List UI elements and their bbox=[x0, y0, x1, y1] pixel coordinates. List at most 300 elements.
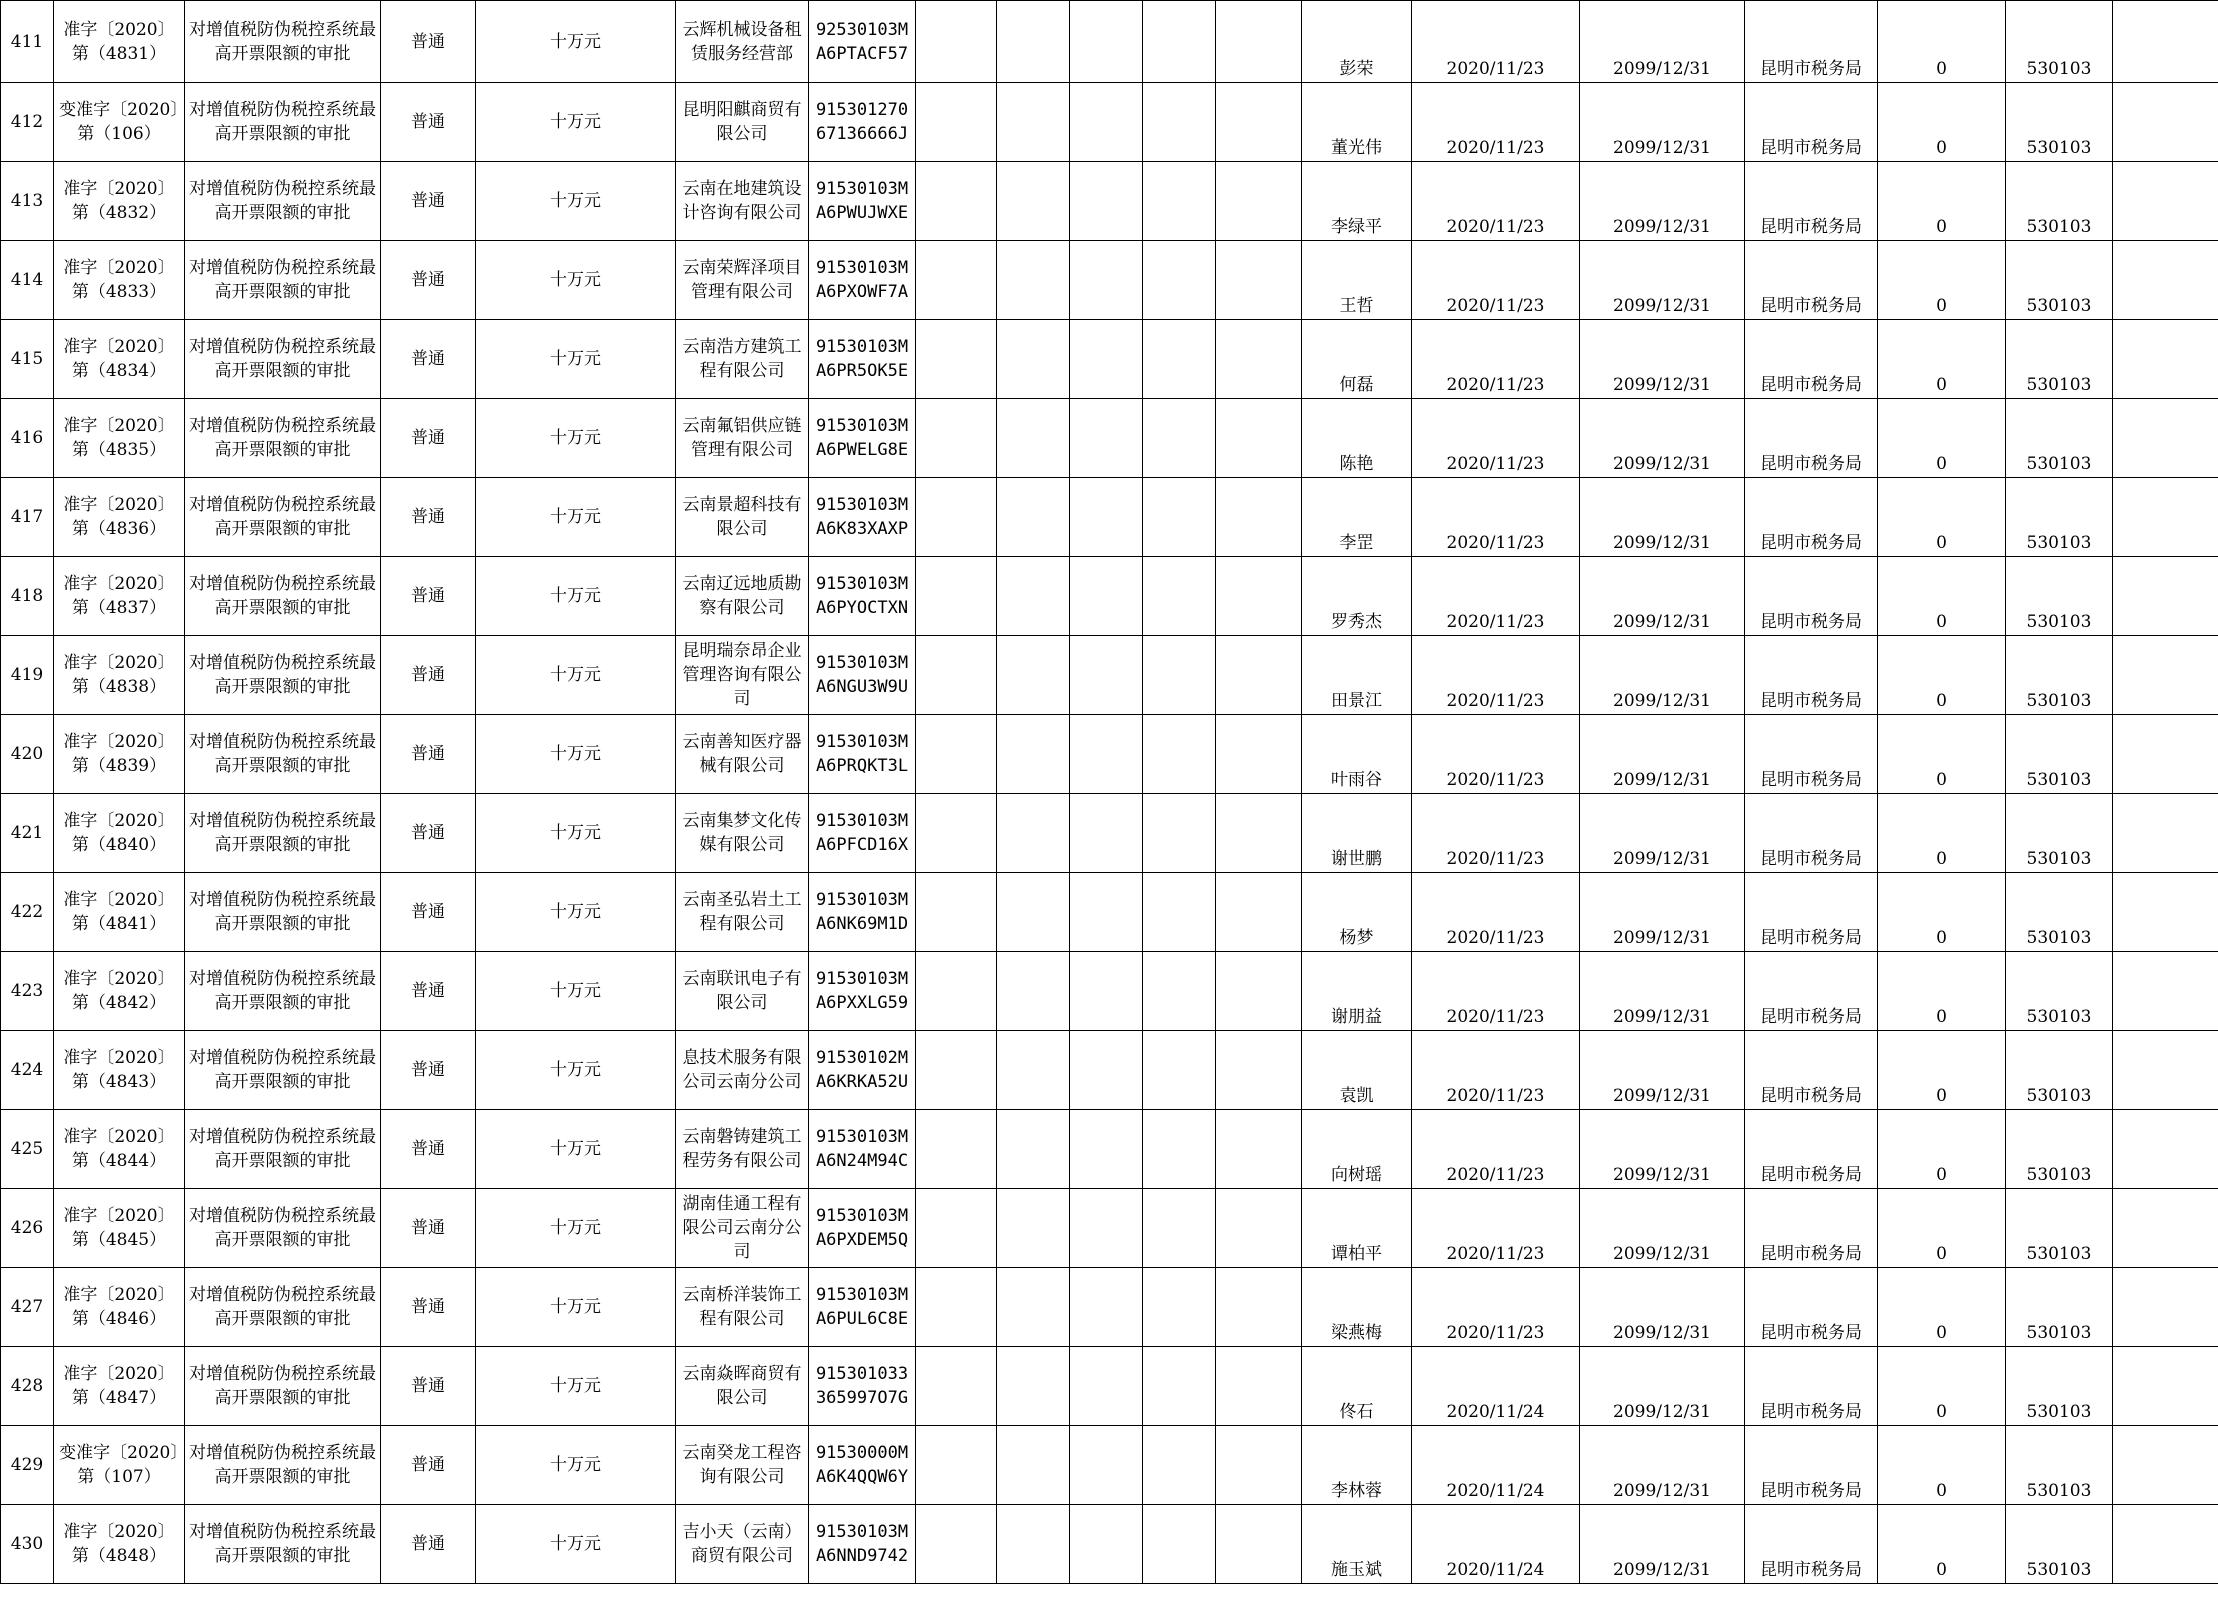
valid-from-cell: 2020/11/23 bbox=[1412, 557, 1580, 636]
valid-from-cell: 2020/11/23 bbox=[1412, 1, 1580, 83]
empty-cell bbox=[916, 1426, 997, 1505]
invoice-limit-cell: 十万元 bbox=[476, 1505, 676, 1584]
empty-cell bbox=[1070, 478, 1143, 557]
empty-cell bbox=[2113, 952, 2218, 1031]
status-flag-cell: 0 bbox=[1878, 715, 2006, 794]
invoice-type-cell: 普通 bbox=[381, 1031, 476, 1110]
approval-item-cell: 对增值税防伪税控系统最高开票限额的审批 bbox=[185, 1, 381, 83]
document-number-cell: 准字〔2020〕第（4845） bbox=[54, 1189, 185, 1268]
valid-to-cell: 2099/12/31 bbox=[1580, 83, 1745, 162]
valid-to-cell: 2099/12/31 bbox=[1580, 478, 1745, 557]
table-row bbox=[1, 478, 2218, 557]
issuing-office-cell: 昆明市税务局 bbox=[1745, 636, 1878, 715]
invoice-type-cell: 普通 bbox=[381, 241, 476, 320]
valid-from-cell: 2020/11/23 bbox=[1412, 478, 1580, 557]
credit-code-cell: 91530103MA6NK69M1D bbox=[809, 873, 916, 952]
table-row bbox=[1, 1347, 2218, 1426]
empty-cell bbox=[997, 320, 1070, 399]
empty-cell bbox=[997, 1, 1070, 83]
company-name-cell: 云南辽远地质勘察有限公司 bbox=[676, 557, 809, 636]
empty-cell bbox=[997, 952, 1070, 1031]
invoice-limit-cell: 十万元 bbox=[476, 794, 676, 873]
region-code-cell: 530103 bbox=[2006, 83, 2113, 162]
company-name-cell: 云南癸龙工程咨询有限公司 bbox=[676, 1426, 809, 1505]
empty-cell bbox=[2113, 794, 2218, 873]
empty-cell bbox=[1143, 320, 1216, 399]
invoice-limit-cell: 十万元 bbox=[476, 636, 676, 715]
empty-cell bbox=[1216, 794, 1302, 873]
empty-cell bbox=[1143, 1505, 1216, 1584]
empty-cell bbox=[997, 162, 1070, 241]
approval-item-cell: 对增值税防伪税控系统最高开票限额的审批 bbox=[185, 241, 381, 320]
empty-cell bbox=[1143, 873, 1216, 952]
empty-cell bbox=[1070, 636, 1143, 715]
approval-item-cell: 对增值税防伪税控系统最高开票限额的审批 bbox=[185, 1110, 381, 1189]
empty-cell bbox=[2113, 399, 2218, 478]
credit-code-cell: 91530103MA6NGU3W9U bbox=[809, 636, 916, 715]
invoice-limit-cell: 十万元 bbox=[476, 715, 676, 794]
issuing-office-cell: 昆明市税务局 bbox=[1745, 557, 1878, 636]
region-code-cell: 530103 bbox=[2006, 399, 2113, 478]
status-flag-cell: 0 bbox=[1878, 241, 2006, 320]
credit-code-cell: 91530103MA6K83XAXP bbox=[809, 478, 916, 557]
empty-cell bbox=[1070, 1505, 1143, 1584]
empty-cell bbox=[1216, 162, 1302, 241]
empty-cell bbox=[1143, 1189, 1216, 1268]
status-flag-cell: 0 bbox=[1878, 478, 2006, 557]
empty-cell bbox=[1070, 162, 1143, 241]
approval-item-cell: 对增值税防伪税控系统最高开票限额的审批 bbox=[185, 320, 381, 399]
empty-cell bbox=[916, 478, 997, 557]
region-code-cell: 530103 bbox=[2006, 873, 2113, 952]
valid-from-cell: 2020/11/23 bbox=[1412, 320, 1580, 399]
row-number-cell: 424 bbox=[1, 1031, 54, 1110]
empty-cell bbox=[1143, 399, 1216, 478]
status-flag-cell: 0 bbox=[1878, 83, 2006, 162]
empty-cell bbox=[916, 794, 997, 873]
invoice-limit-cell: 十万元 bbox=[476, 1031, 676, 1110]
table-row bbox=[1, 715, 2218, 794]
company-name-cell: 昆明阳麒商贸有限公司 bbox=[676, 83, 809, 162]
company-name-cell: 云南圣弘岩土工程有限公司 bbox=[676, 873, 809, 952]
table-row bbox=[1, 162, 2218, 241]
invoice-limit-cell: 十万元 bbox=[476, 873, 676, 952]
credit-code-cell: 91530103MA6PYOCTXN bbox=[809, 557, 916, 636]
empty-cell bbox=[2113, 1426, 2218, 1505]
empty-cell bbox=[1216, 873, 1302, 952]
empty-cell bbox=[916, 399, 997, 478]
region-code-cell: 530103 bbox=[2006, 320, 2113, 399]
table-row bbox=[1, 952, 2218, 1031]
issuing-office-cell: 昆明市税务局 bbox=[1745, 1426, 1878, 1505]
credit-code-cell: 91530103MA6PWELG8E bbox=[809, 399, 916, 478]
legal-representative-cell: 王哲 bbox=[1302, 241, 1412, 320]
row-number-cell: 414 bbox=[1, 241, 54, 320]
permit-table-body bbox=[1, 1, 2218, 1584]
empty-cell bbox=[2113, 478, 2218, 557]
empty-cell bbox=[916, 1505, 997, 1584]
row-number-cell: 417 bbox=[1, 478, 54, 557]
table-row bbox=[1, 241, 2218, 320]
legal-representative-cell: 叶雨谷 bbox=[1302, 715, 1412, 794]
row-number-cell: 426 bbox=[1, 1189, 54, 1268]
invoice-type-cell: 普通 bbox=[381, 1505, 476, 1584]
empty-cell bbox=[1070, 241, 1143, 320]
table-row bbox=[1, 636, 2218, 715]
empty-cell bbox=[2113, 873, 2218, 952]
empty-cell bbox=[1143, 241, 1216, 320]
invoice-limit-cell: 十万元 bbox=[476, 1, 676, 83]
credit-code-cell: 91530103MA6PR5OK5E bbox=[809, 320, 916, 399]
empty-cell bbox=[997, 1189, 1070, 1268]
legal-representative-cell: 董光伟 bbox=[1302, 83, 1412, 162]
document-number-cell: 准字〔2020〕第（4847） bbox=[54, 1347, 185, 1426]
invoice-type-cell: 普通 bbox=[381, 478, 476, 557]
empty-cell bbox=[1216, 1347, 1302, 1426]
empty-cell bbox=[2113, 1110, 2218, 1189]
empty-cell bbox=[2113, 1031, 2218, 1110]
empty-cell bbox=[916, 320, 997, 399]
company-name-cell: 息技术服务有限公司云南分公司 bbox=[676, 1031, 809, 1110]
issuing-office-cell: 昆明市税务局 bbox=[1745, 1189, 1878, 1268]
region-code-cell: 530103 bbox=[2006, 241, 2113, 320]
empty-cell bbox=[2113, 241, 2218, 320]
table-row bbox=[1, 1110, 2218, 1189]
invoice-limit-cell: 十万元 bbox=[476, 1189, 676, 1268]
row-number-cell: 416 bbox=[1, 399, 54, 478]
empty-cell bbox=[997, 1505, 1070, 1584]
issuing-office-cell: 昆明市税务局 bbox=[1745, 873, 1878, 952]
empty-cell bbox=[1143, 794, 1216, 873]
empty-cell bbox=[1070, 1426, 1143, 1505]
credit-code-cell: 915301033365997O7G bbox=[809, 1347, 916, 1426]
empty-cell bbox=[1216, 1426, 1302, 1505]
empty-cell bbox=[997, 715, 1070, 794]
status-flag-cell: 0 bbox=[1878, 1031, 2006, 1110]
empty-cell bbox=[997, 83, 1070, 162]
invoice-type-cell: 普通 bbox=[381, 794, 476, 873]
region-code-cell: 530103 bbox=[2006, 1, 2113, 83]
approval-item-cell: 对增值税防伪税控系统最高开票限额的审批 bbox=[185, 873, 381, 952]
valid-from-cell: 2020/11/23 bbox=[1412, 162, 1580, 241]
empty-cell bbox=[1216, 1268, 1302, 1347]
valid-to-cell: 2099/12/31 bbox=[1580, 873, 1745, 952]
empty-cell bbox=[1070, 1347, 1143, 1426]
status-flag-cell: 0 bbox=[1878, 399, 2006, 478]
credit-code-cell: 91530103MA6N24M94C bbox=[809, 1110, 916, 1189]
invoice-limit-cell: 十万元 bbox=[476, 1110, 676, 1189]
table-row bbox=[1, 1189, 2218, 1268]
approval-item-cell: 对增值税防伪税控系统最高开票限额的审批 bbox=[185, 1268, 381, 1347]
row-number-cell: 429 bbox=[1, 1426, 54, 1505]
company-name-cell: 昆明瑞奈昂企业管理咨询有限公司 bbox=[676, 636, 809, 715]
document-number-cell: 变准字〔2020〕第（107） bbox=[54, 1426, 185, 1505]
valid-from-cell: 2020/11/23 bbox=[1412, 1268, 1580, 1347]
document-number-cell: 准字〔2020〕第（4836） bbox=[54, 478, 185, 557]
issuing-office-cell: 昆明市税务局 bbox=[1745, 1347, 1878, 1426]
document-number-cell: 准字〔2020〕第（4835） bbox=[54, 399, 185, 478]
empty-cell bbox=[916, 873, 997, 952]
region-code-cell: 530103 bbox=[2006, 1347, 2113, 1426]
table-row bbox=[1, 320, 2218, 399]
credit-code-cell: 91530103MA6PFCD16X bbox=[809, 794, 916, 873]
status-flag-cell: 0 bbox=[1878, 952, 2006, 1031]
approval-item-cell: 对增值税防伪税控系统最高开票限额的审批 bbox=[185, 162, 381, 241]
status-flag-cell: 0 bbox=[1878, 794, 2006, 873]
invoice-type-cell: 普通 bbox=[381, 557, 476, 636]
empty-cell bbox=[916, 952, 997, 1031]
invoice-type-cell: 普通 bbox=[381, 1, 476, 83]
credit-code-cell: 91530102MA6KRKA52U bbox=[809, 1031, 916, 1110]
empty-cell bbox=[1070, 1, 1143, 83]
valid-to-cell: 2099/12/31 bbox=[1580, 952, 1745, 1031]
empty-cell bbox=[997, 241, 1070, 320]
company-name-cell: 云南氟铝供应链管理有限公司 bbox=[676, 399, 809, 478]
table-row bbox=[1, 557, 2218, 636]
legal-representative-cell: 梁燕梅 bbox=[1302, 1268, 1412, 1347]
status-flag-cell: 0 bbox=[1878, 1347, 2006, 1426]
credit-code-cell: 91530103MA6PXOWF7A bbox=[809, 241, 916, 320]
invoice-limit-cell: 十万元 bbox=[476, 399, 676, 478]
credit-code-cell: 91530127067136666J bbox=[809, 83, 916, 162]
empty-cell bbox=[1143, 83, 1216, 162]
document-number-cell: 变准字〔2020〕第（106） bbox=[54, 83, 185, 162]
valid-from-cell: 2020/11/23 bbox=[1412, 1110, 1580, 1189]
table-row bbox=[1, 83, 2218, 162]
empty-cell bbox=[1143, 1031, 1216, 1110]
empty-cell bbox=[997, 557, 1070, 636]
empty-cell bbox=[1070, 1268, 1143, 1347]
row-number-cell: 419 bbox=[1, 636, 54, 715]
approval-item-cell: 对增值税防伪税控系统最高开票限额的审批 bbox=[185, 1347, 381, 1426]
invoice-limit-cell: 十万元 bbox=[476, 162, 676, 241]
valid-to-cell: 2099/12/31 bbox=[1580, 557, 1745, 636]
empty-cell bbox=[916, 1110, 997, 1189]
status-flag-cell: 0 bbox=[1878, 1189, 2006, 1268]
credit-code-cell: 91530000MA6K4QQW6Y bbox=[809, 1426, 916, 1505]
table-row bbox=[1, 1031, 2218, 1110]
empty-cell bbox=[2113, 1347, 2218, 1426]
issuing-office-cell: 昆明市税务局 bbox=[1745, 1505, 1878, 1584]
invoice-type-cell: 普通 bbox=[381, 320, 476, 399]
issuing-office-cell: 昆明市税务局 bbox=[1745, 794, 1878, 873]
status-flag-cell: 0 bbox=[1878, 1268, 2006, 1347]
valid-to-cell: 2099/12/31 bbox=[1580, 1189, 1745, 1268]
approval-item-cell: 对增值税防伪税控系统最高开票限额的审批 bbox=[185, 1189, 381, 1268]
company-name-cell: 云南善知医疗器械有限公司 bbox=[676, 715, 809, 794]
empty-cell bbox=[997, 873, 1070, 952]
empty-cell bbox=[997, 636, 1070, 715]
invoice-type-cell: 普通 bbox=[381, 1189, 476, 1268]
region-code-cell: 530103 bbox=[2006, 794, 2113, 873]
row-number-cell: 428 bbox=[1, 1347, 54, 1426]
status-flag-cell: 0 bbox=[1878, 1110, 2006, 1189]
empty-cell bbox=[2113, 557, 2218, 636]
issuing-office-cell: 昆明市税务局 bbox=[1745, 1110, 1878, 1189]
region-code-cell: 530103 bbox=[2006, 636, 2113, 715]
approval-item-cell: 对增值税防伪税控系统最高开票限额的审批 bbox=[185, 1426, 381, 1505]
document-number-cell: 准字〔2020〕第（4833） bbox=[54, 241, 185, 320]
empty-cell bbox=[916, 162, 997, 241]
empty-cell bbox=[2113, 83, 2218, 162]
document-number-cell: 准字〔2020〕第（4834） bbox=[54, 320, 185, 399]
valid-to-cell: 2099/12/31 bbox=[1580, 794, 1745, 873]
legal-representative-cell: 向树瑶 bbox=[1302, 1110, 1412, 1189]
document-number-cell: 准字〔2020〕第（4844） bbox=[54, 1110, 185, 1189]
company-name-cell: 云南在地建筑设计咨询有限公司 bbox=[676, 162, 809, 241]
credit-code-cell: 91530103MA6PUL6C8E bbox=[809, 1268, 916, 1347]
empty-cell bbox=[916, 1189, 997, 1268]
issuing-office-cell: 昆明市税务局 bbox=[1745, 241, 1878, 320]
empty-cell bbox=[1070, 1031, 1143, 1110]
issuing-office-cell: 昆明市税务局 bbox=[1745, 715, 1878, 794]
empty-cell bbox=[1070, 399, 1143, 478]
empty-cell bbox=[1216, 399, 1302, 478]
valid-from-cell: 2020/11/24 bbox=[1412, 1426, 1580, 1505]
empty-cell bbox=[1070, 1189, 1143, 1268]
row-number-cell: 425 bbox=[1, 1110, 54, 1189]
approval-item-cell: 对增值税防伪税控系统最高开票限额的审批 bbox=[185, 1031, 381, 1110]
table-row bbox=[1, 794, 2218, 873]
empty-cell bbox=[2113, 1505, 2218, 1584]
empty-cell bbox=[1070, 952, 1143, 1031]
empty-cell bbox=[916, 241, 997, 320]
empty-cell bbox=[1216, 1189, 1302, 1268]
empty-cell bbox=[997, 794, 1070, 873]
region-code-cell: 530103 bbox=[2006, 478, 2113, 557]
invoice-type-cell: 普通 bbox=[381, 715, 476, 794]
valid-to-cell: 2099/12/31 bbox=[1580, 399, 1745, 478]
empty-cell bbox=[916, 1268, 997, 1347]
valid-to-cell: 2099/12/31 bbox=[1580, 241, 1745, 320]
empty-cell bbox=[997, 399, 1070, 478]
company-name-cell: 云南荣辉泽项目管理有限公司 bbox=[676, 241, 809, 320]
valid-to-cell: 2099/12/31 bbox=[1580, 1031, 1745, 1110]
empty-cell bbox=[916, 557, 997, 636]
row-number-cell: 413 bbox=[1, 162, 54, 241]
empty-cell bbox=[1143, 1347, 1216, 1426]
region-code-cell: 530103 bbox=[2006, 1268, 2113, 1347]
valid-from-cell: 2020/11/23 bbox=[1412, 952, 1580, 1031]
valid-to-cell: 2099/12/31 bbox=[1580, 1110, 1745, 1189]
issuing-office-cell: 昆明市税务局 bbox=[1745, 1031, 1878, 1110]
legal-representative-cell: 谭柏平 bbox=[1302, 1189, 1412, 1268]
document-number-cell: 准字〔2020〕第（4832） bbox=[54, 162, 185, 241]
approval-item-cell: 对增值税防伪税控系统最高开票限额的审批 bbox=[185, 557, 381, 636]
credit-code-cell: 91530103MA6PXDEM5Q bbox=[809, 1189, 916, 1268]
credit-code-cell: 92530103MA6PTACF57 bbox=[809, 1, 916, 83]
empty-cell bbox=[916, 636, 997, 715]
issuing-office-cell: 昆明市税务局 bbox=[1745, 83, 1878, 162]
empty-cell bbox=[1070, 715, 1143, 794]
legal-representative-cell: 袁凯 bbox=[1302, 1031, 1412, 1110]
valid-to-cell: 2099/12/31 bbox=[1580, 1347, 1745, 1426]
empty-cell bbox=[1070, 873, 1143, 952]
row-number-cell: 422 bbox=[1, 873, 54, 952]
status-flag-cell: 0 bbox=[1878, 1505, 2006, 1584]
empty-cell bbox=[1143, 1268, 1216, 1347]
status-flag-cell: 0 bbox=[1878, 162, 2006, 241]
empty-cell bbox=[916, 715, 997, 794]
empty-cell bbox=[1216, 1031, 1302, 1110]
region-code-cell: 530103 bbox=[2006, 1426, 2113, 1505]
empty-cell bbox=[1216, 83, 1302, 162]
table-row bbox=[1, 399, 2218, 478]
legal-representative-cell: 谢世鹏 bbox=[1302, 794, 1412, 873]
valid-from-cell: 2020/11/23 bbox=[1412, 873, 1580, 952]
approval-item-cell: 对增值税防伪税控系统最高开票限额的审批 bbox=[185, 478, 381, 557]
empty-cell bbox=[1143, 1110, 1216, 1189]
valid-to-cell: 2099/12/31 bbox=[1580, 715, 1745, 794]
legal-representative-cell: 罗秀杰 bbox=[1302, 557, 1412, 636]
row-number-cell: 411 bbox=[1, 1, 54, 83]
valid-from-cell: 2020/11/24 bbox=[1412, 1347, 1580, 1426]
company-name-cell: 云南景超科技有限公司 bbox=[676, 478, 809, 557]
empty-cell bbox=[1216, 1110, 1302, 1189]
empty-cell bbox=[997, 1110, 1070, 1189]
company-name-cell: 云南桥洋装饰工程有限公司 bbox=[676, 1268, 809, 1347]
region-code-cell: 530103 bbox=[2006, 1110, 2113, 1189]
row-number-cell: 430 bbox=[1, 1505, 54, 1584]
empty-cell bbox=[997, 478, 1070, 557]
issuing-office-cell: 昆明市税务局 bbox=[1745, 478, 1878, 557]
credit-code-cell: 91530103MA6PRQKT3L bbox=[809, 715, 916, 794]
empty-cell bbox=[1143, 1, 1216, 83]
empty-cell bbox=[997, 1031, 1070, 1110]
empty-cell bbox=[1216, 715, 1302, 794]
empty-cell bbox=[2113, 320, 2218, 399]
invoice-limit-cell: 十万元 bbox=[476, 241, 676, 320]
document-number-cell: 准字〔2020〕第（4842） bbox=[54, 952, 185, 1031]
valid-from-cell: 2020/11/24 bbox=[1412, 1505, 1580, 1584]
issuing-office-cell: 昆明市税务局 bbox=[1745, 162, 1878, 241]
empty-cell bbox=[1216, 478, 1302, 557]
valid-from-cell: 2020/11/23 bbox=[1412, 794, 1580, 873]
empty-cell bbox=[1216, 952, 1302, 1031]
empty-cell bbox=[997, 1347, 1070, 1426]
row-number-cell: 420 bbox=[1, 715, 54, 794]
region-code-cell: 530103 bbox=[2006, 715, 2113, 794]
valid-from-cell: 2020/11/23 bbox=[1412, 636, 1580, 715]
issuing-office-cell: 昆明市税务局 bbox=[1745, 320, 1878, 399]
empty-cell bbox=[1143, 162, 1216, 241]
row-number-cell: 423 bbox=[1, 952, 54, 1031]
approval-item-cell: 对增值税防伪税控系统最高开票限额的审批 bbox=[185, 1505, 381, 1584]
invoice-limit-cell: 十万元 bbox=[476, 952, 676, 1031]
valid-to-cell: 2099/12/31 bbox=[1580, 1268, 1745, 1347]
empty-cell bbox=[1216, 1, 1302, 83]
empty-cell bbox=[1143, 478, 1216, 557]
approval-item-cell: 对增值税防伪税控系统最高开票限额的审批 bbox=[185, 636, 381, 715]
empty-cell bbox=[1143, 636, 1216, 715]
document-number-cell: 准字〔2020〕第（4837） bbox=[54, 557, 185, 636]
document-number-cell: 准字〔2020〕第（4831） bbox=[54, 1, 185, 83]
table-row bbox=[1, 1426, 2218, 1505]
empty-cell bbox=[1070, 794, 1143, 873]
valid-to-cell: 2099/12/31 bbox=[1580, 1505, 1745, 1584]
company-name-cell: 湖南佳通工程有限公司云南分公司 bbox=[676, 1189, 809, 1268]
valid-to-cell: 2099/12/31 bbox=[1580, 162, 1745, 241]
status-flag-cell: 0 bbox=[1878, 557, 2006, 636]
legal-representative-cell: 田景江 bbox=[1302, 636, 1412, 715]
document-number-cell: 准字〔2020〕第（4841） bbox=[54, 873, 185, 952]
empty-cell bbox=[1070, 83, 1143, 162]
invoice-limit-cell: 十万元 bbox=[476, 1426, 676, 1505]
empty-cell bbox=[997, 1426, 1070, 1505]
row-number-cell: 412 bbox=[1, 83, 54, 162]
valid-to-cell: 2099/12/31 bbox=[1580, 320, 1745, 399]
valid-from-cell: 2020/11/23 bbox=[1412, 715, 1580, 794]
